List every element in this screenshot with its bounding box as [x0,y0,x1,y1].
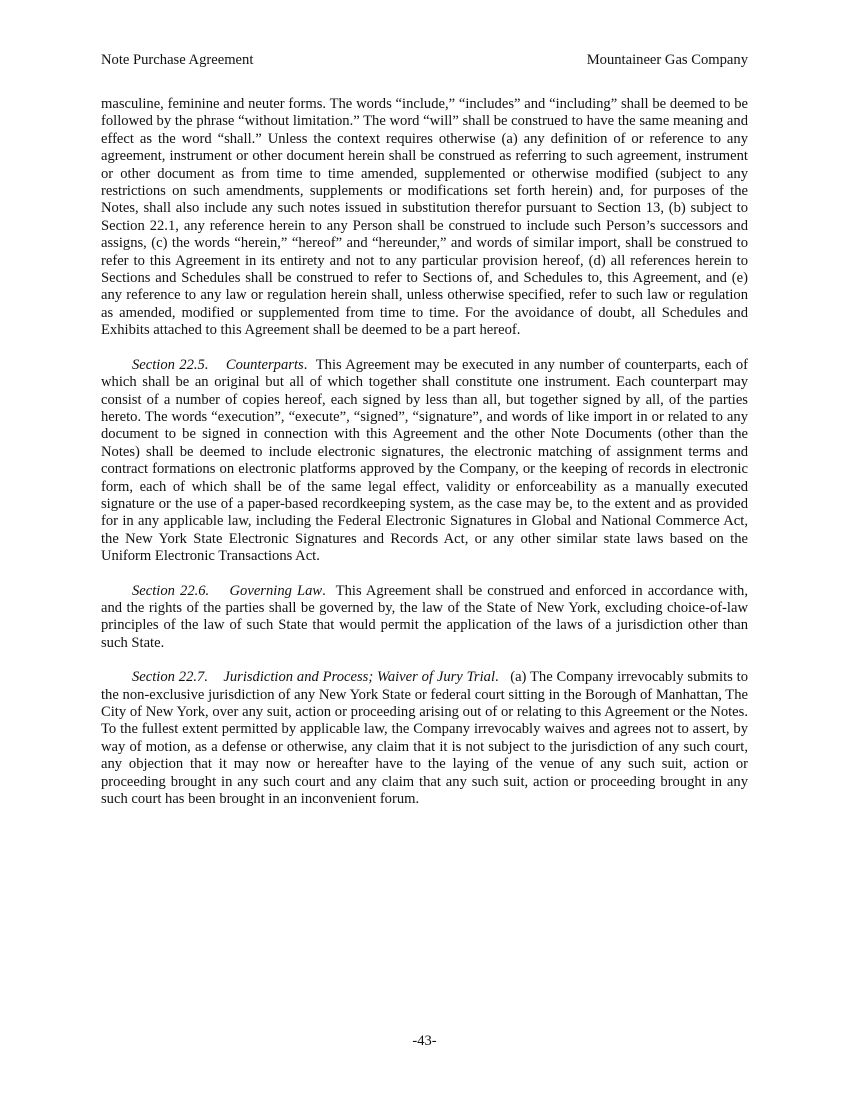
continuation-paragraph: masculine, feminine and neuter forms. The words “include,” “includes” and “including” shall be deemed to be followed by the phrase “without limitation.” The word “will” shall be construed to have the same meaning and effect as the word “shall.” Unless the context requires otherwise (a) any definition of or reference to any agreement, instrument or other document herein shall be construed as referring to such agreement, instrument or other document as from time to time amended, supplemented or otherwise modified (subject to any restrictions on such amendments, supplements or modifications set forth herein) and, for purposes of the Notes, shall also include any such notes issued in substitution therefor pursuant to Section 13, (b) subject to Section 22.1, any reference herein to any Person shall be construed to include such Person’s successors and assigns, (c) the words “herein,” “hereof” and “hereunder,” and words of similar import, shall be construed to refer to this Agreement in its entirety and not to any particular provision hereof, (d) all references herein to Sections and Schedules shall be construed to refer to Sections of, and Schedules to, this Agreement, and (e) any reference to any law or regulation herein shall, unless otherwise specified, refer to such law or regulation as amended, modified or supplemented from time to time. For the avoidance of doubt, all Schedules and Exhibits attached to this Agreement shall be deemed to be a part hereof. [101,96,748,339]
section-22-6-paragraph: Section 22.6. Governing Law. This Agreement shall be construed and enforced in accordance with, and the rights of the parties shall be governed by, the law of the State of New York, excluding choice-of-law principles of the law of such State that would permit the application of the laws of a jurisdiction other than such State. [101,582,749,651]
header-document-title: Note Purchase Agreement [101,52,254,68]
section-number: Section 22.6. [132,582,210,599]
page-header [101,52,748,72]
document-body [101,96,748,825]
section-number: Section 22.7. [132,669,208,686]
section-text: This Agreement shall be construed and enforced in accordance with, and the rights of the parties shall be governed by, the law of the State of New York, excluding choice-of-law principles of the law of such State that would permit the application of the laws of a jurisdiction other than such State. [101,582,749,651]
page-number: -43- [412,1033,437,1049]
header-company-name: Mountaineer Gas Company [586,52,748,68]
section-text: (a) The Company irrevocably submits to the non-exclusive jurisdiction of any New York State or federal court sitting in the Borough of Manhattan, The City of New York, over any suit, action or proceeding arising out of or relating to this Agreement or the Notes. To the fullest extent permitted by applicable law, the Company irrevocably waives and agrees not to assert, by way of motion, as a defense or otherwise, any claim that it is not subject to the jurisdiction of any such court, any objection that it may now or hereafter have to the laying of the venue of any such suit, action or proceeding brought in any such court and any claim that any such suit, action or proceeding brought in any such court has been brought in an inconvenient forum. [101,669,749,808]
section-22-5-paragraph: Section 22.5. Counterparts. This Agreement may be executed in any number of counterparts, each of which shall be an original but all of which together shall constitute one instrument. Each counterpart may consist of a number of copies hereof, each signed by less than all, but together signed by all, of the parties hereto. The words “execution”, “execute”, “signed”, “signature”, and words of like import in or related to any document to be signed in connection with this Agreement and the other Note Documents (other than the Notes) shall be deemed to include electronic signatures, the electronic matching of assignment terms and contract formations on electronic platforms approved by the Company, or the keeping of records in electronic form, each of which shall be of the same legal effect, validity or enforceability as a manually executed signature or the use of a paper-based recordkeeping system, as the case may be, to the extent and as provided for in any applicable law, including the Federal Electronic Signatures in Global and National Commerce Act, the New York State Electronic Signatures and Records Act, or any other similar state laws based on the Uniform Electronic Transactions Act. [101,356,749,565]
section-title: Governing Law [229,582,323,599]
section-22-7-paragraph: Section 22.7. Jurisdiction and Process; Waiver of Jury Trial. (a) The Company irrevocably submits to the non-exclusive jurisdiction of any New York State or federal court sitting in the Borough of Manhattan, The City of New York, over any suit, action or proceeding arising out of or relating to this Agreement or the Notes. To the fullest extent permitted by applicable law, the Company irrevocably waives and agrees not to assert, by way of motion, as a defense or otherwise, any claim that it is not subject to the jurisdiction of any such court, any objection that it may now or hereafter have to the laying of the venue of any such suit, action or proceeding brought in any such court and any claim that any such suit, action or proceeding brought in any such court has been brought in an inconvenient forum. [101,669,749,808]
section-title: Counterparts [225,356,304,373]
section-number: Section 22.5. [132,356,209,373]
section-text: This Agreement may be executed in any number of counterparts, each of which shall be an original but all of which together shall constitute one instrument. Each counterpart may consist of a number of copies hereof, each signed by less than all, but together signed by all, of the parties hereto. The words “execution”, “execute”, “signed”, “signature”, and words of like import in or related to any document to be signed in connection with this Agreement and the other Note Documents (other than the Notes) shall be deemed to include electronic signatures, the electronic matching of assignment terms and contract formations on electronic platforms approved by the Company, or the keeping of records in electronic form, each of which shall be of the same legal effect, validity or enforceability as a manually executed signature or the use of a paper-based recordkeeping system, as the case may be, to the extent and as provided for in any applicable law, including the Federal Electronic Signatures in Global and National Commerce Act, the New York State Electronic Signatures and Records Act, or any other similar state laws based on the Uniform Electronic Transactions Act. [101,356,749,565]
section-title: Jurisdiction and Process; Waiver of Jury Trial [223,669,496,686]
